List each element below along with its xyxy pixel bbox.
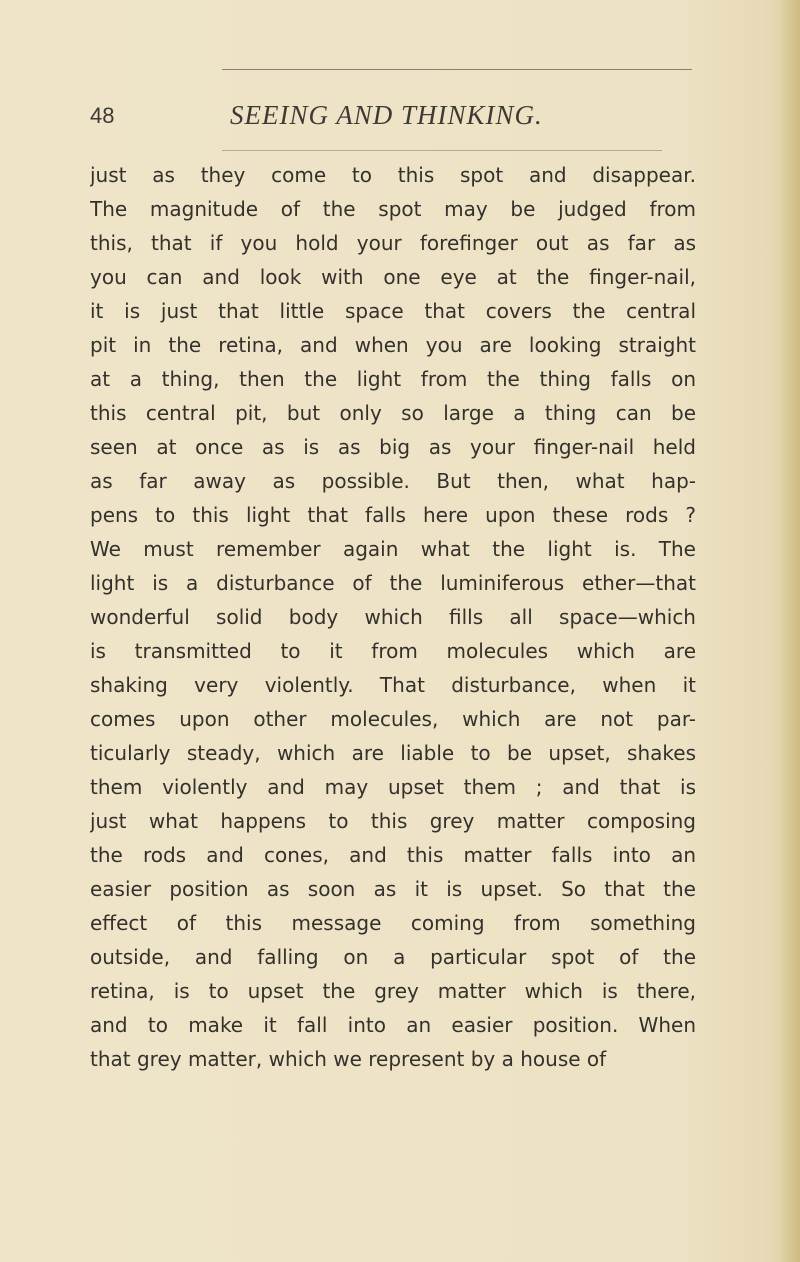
text-line: this, that if you hold your forefinger out as far as	[90, 231, 696, 255]
text-line: shaking very violently. That disturbance, when it	[90, 673, 696, 697]
text-line: it is just that little space that covers the central	[90, 299, 696, 323]
running-title: SEEING AND THINKING.	[230, 100, 543, 130]
text-line: and to make it fall into an easier position. When	[90, 1013, 696, 1037]
header-rule	[222, 69, 692, 70]
text-line: The magnitude of the spot may be judged from	[90, 197, 696, 221]
text-line: outside, and falling on a particular spot of the	[90, 945, 696, 969]
text-line: them violently and may upset them ; and that is	[90, 775, 696, 799]
text-line: light is a disturbance of the luminiferous ether—that	[90, 571, 696, 595]
page-edge-shadow	[778, 0, 800, 1262]
text-line: is transmitted to it from molecules which are	[90, 639, 696, 663]
text-line: pens to this light that falls here upon these rods ?	[90, 503, 696, 527]
text-line: just as they come to this spot and disappear.	[90, 163, 696, 187]
text-line: retina, is to upset the grey matter which is there,	[90, 979, 696, 1003]
text-line: the rods and cones, and this matter falls into an	[90, 843, 696, 867]
text-line: pit in the retina, and when you are looking straight	[90, 333, 696, 357]
text-line: you can and look with one eye at the finger-nail,	[90, 265, 696, 289]
text-line: effect of this message coming from something	[90, 911, 696, 935]
text-line: seen at once as is as big as your finger-nail held	[90, 435, 696, 459]
text-line: comes upon other molecules, which are not par-	[90, 707, 696, 731]
text-line: just what happens to this grey matter composing	[90, 809, 696, 833]
text-line: this central pit, but only so large a thing can be	[90, 401, 696, 425]
text-line: We must remember again what the light is. The	[90, 537, 696, 561]
text-line: at a thing, then the light from the thing falls on	[90, 367, 696, 391]
body-text	[90, 158, 696, 1076]
text-line: easier position as soon as it is upset. So that the	[90, 877, 696, 901]
text-line: that grey matter, which we represent by a house of	[90, 1047, 607, 1071]
text-line: as far away as possible. But then, what hap-	[90, 469, 696, 493]
page-number: 48	[90, 103, 115, 128]
header-underline-rule	[222, 150, 662, 151]
text-line: wonderful solid body which fills all space—which	[90, 605, 696, 629]
text-line: ticularly steady, which are liable to be upset, shakes	[90, 741, 696, 765]
